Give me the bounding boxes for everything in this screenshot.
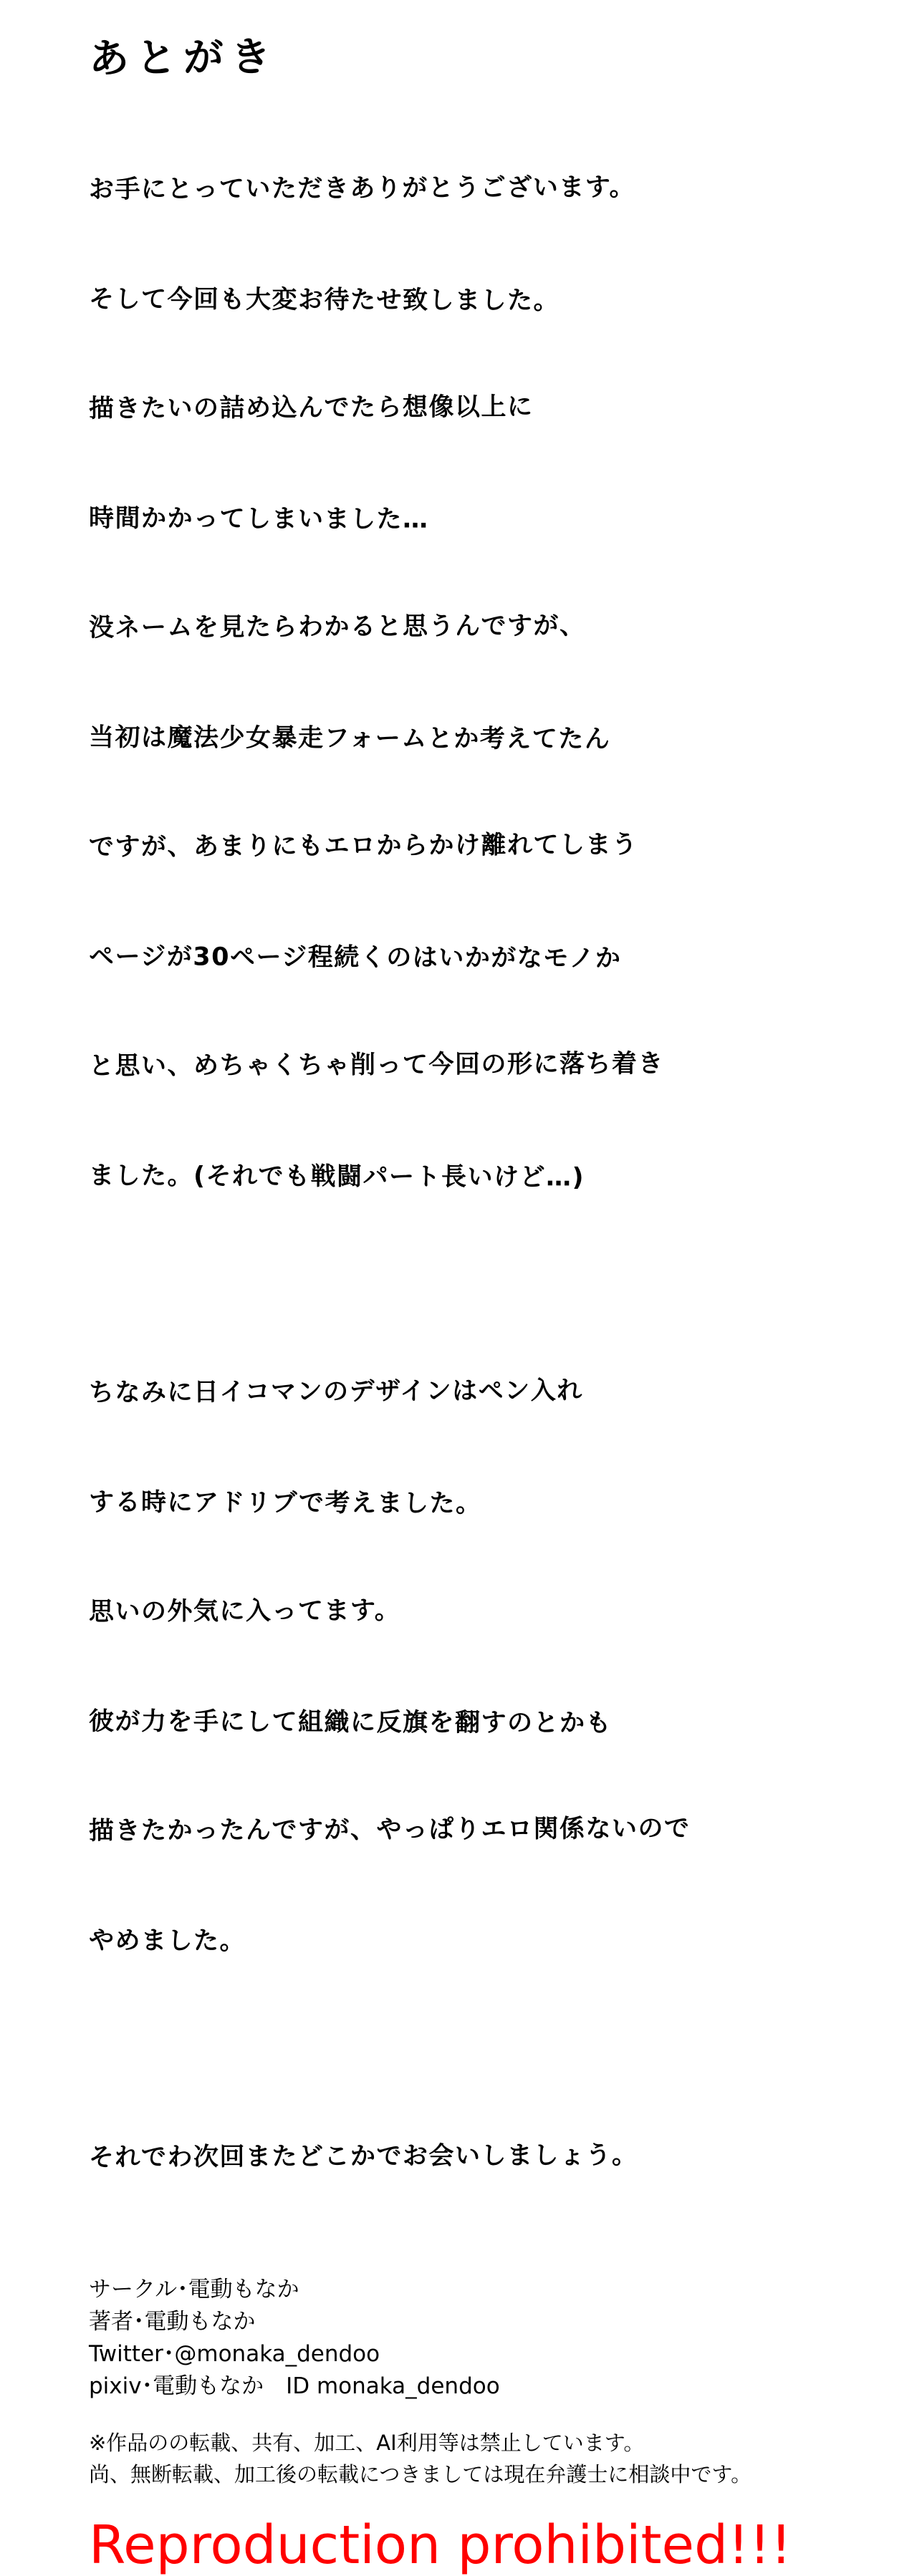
- afterword-line: そして今回も大変お待たせ致しました。: [88, 284, 560, 315]
- warning-spacer: [89, 2490, 834, 2514]
- afterword-line: やめました。: [88, 1926, 246, 1956]
- afterword-closing: [89, 2067, 834, 2249]
- page-content: [88, 34, 834, 2576]
- afterword-line: 没ネームを見たらわかると思うんですが、: [88, 611, 586, 642]
- credits-block: [89, 2274, 834, 2403]
- afterword-line: と思い、めちゃくちゃ削って今回の形に落ち着き: [88, 1049, 665, 1081]
- credit-pixiv: pixiv･電動もなか ID monaka_dendoo: [89, 2373, 500, 2399]
- page-title: あとがき: [88, 34, 279, 82]
- usage-notice: [89, 2427, 834, 2490]
- afterword-paragraph-2: [89, 1302, 834, 2032]
- afterword-line: 彼が力を手にして組織に反旗を翻すのとかも: [88, 1707, 613, 1738]
- credit-circle: サークル･電動もなか: [89, 2276, 299, 2302]
- afterword-line: 思いの外気に入ってます。: [88, 1596, 401, 1626]
- paragraph-spacer: [89, 2032, 834, 2067]
- afterword-line: 描きたかったんですが、やっぱりエロ関係ないので: [88, 1813, 691, 1846]
- afterword-line: 時間かかってしまいました…: [88, 503, 429, 534]
- credit-author: 著者･電動もなか: [89, 2308, 256, 2335]
- afterword-paragraph-1: [89, 99, 834, 1268]
- afterword-line: ました。(それでも戦闘パート長いけど…): [88, 1161, 585, 1192]
- afterword-line: お手にとっていただきありがとうございます。: [88, 173, 636, 204]
- afterword-line: する時にアドリブで考えました。: [88, 1487, 482, 1518]
- credits-spacer: [89, 2249, 834, 2274]
- afterword-line: それでわ次回またどこかでお会いしましょう。: [88, 2141, 638, 2172]
- afterword-line: 当初は魔法少女暴走フォームとか考えてたん: [88, 723, 611, 754]
- afterword-line: ですが、あまりにもエロからかけ離れてしまう: [88, 830, 638, 862]
- afterword-line: ちなみに日イコマンのデザインはペン入れ: [88, 1376, 583, 1407]
- notice-line: 尚、無断転載、加工後の転載につきましては現在弁護士に相談中です。: [89, 2461, 752, 2486]
- reproduction-prohibited-warning: Reproduction prohibited!!!: [89, 2514, 792, 2576]
- credit-twitter: Twitter･@monaka_dendoo: [89, 2340, 380, 2367]
- afterword-line: ページが30ページ程続くのはいかがなモノか: [88, 942, 622, 973]
- notice-spacer: [89, 2403, 834, 2427]
- afterword-line: 描きたいの詰め込んでたら想像以上に: [88, 392, 534, 423]
- notice-line: ※作品のの転載、共有、加工、AI利用等は禁止しています。: [89, 2430, 645, 2455]
- paragraph-spacer: [89, 1268, 834, 1302]
